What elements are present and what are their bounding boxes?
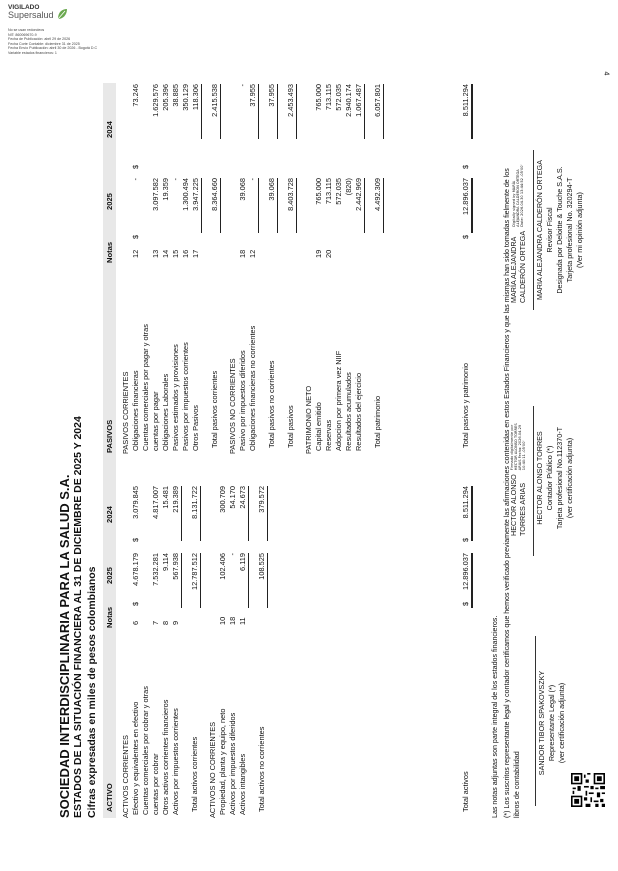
value-2024: 379.572 (257, 486, 268, 541)
value-2024: 8.131.722 (190, 486, 201, 541)
row-note: 8 (161, 620, 170, 625)
table-row (161, 74, 171, 454)
value-2024: 24.673 (238, 486, 249, 541)
row-label: Obligaciones financieras (131, 370, 140, 451)
row-label: Otros activos corrientes financieros (161, 699, 170, 815)
signer-name: HECTOR ALONSO TORRES (535, 431, 544, 525)
signature-legal-rep (537, 628, 567, 818)
table-row (218, 478, 228, 818)
value-2025: 9.114 (161, 553, 170, 571)
header-2024: 2024 (105, 506, 114, 523)
row-note: 12 (131, 249, 140, 258)
metadata-line: Variable estados financieros: 1 (8, 50, 57, 55)
row-label: Total activos (461, 771, 470, 812)
row-label: Pasivos estimados y provisiones (171, 344, 180, 451)
row-label: Total patrimonio (373, 395, 382, 448)
value-2024: 37.955 (248, 84, 259, 139)
currency-symbol: $ (461, 164, 470, 169)
row-label: Cuentas comerciales por cobrar y otras (141, 686, 150, 815)
table-row (257, 478, 267, 818)
metadata-line: Fecha Envío Publicación: abril 30 de 2026 - Bogotá D.C (8, 46, 98, 51)
header-activo: ACTIVO (105, 783, 114, 812)
value-2025: 713.115 (324, 178, 333, 205)
row-label: Obligaciones financieras no corrientes (248, 325, 257, 451)
leaf-icon (56, 8, 68, 20)
value-2025: 567.938 (171, 553, 182, 608)
currency-symbol: $ (131, 164, 140, 169)
table-row (461, 478, 471, 818)
value-2025: 19.359 (161, 178, 170, 201)
value-2025: 102.406 (218, 553, 227, 580)
table-row (190, 478, 200, 818)
row-note: 17 (191, 249, 200, 258)
row-label: Activos intangibles (238, 753, 247, 815)
table-row (304, 74, 314, 454)
signer-note: (Ver mi opinión adjunta) (575, 192, 584, 268)
row-label: Total pasivos corrientes (210, 370, 219, 448)
signature-line-legal (535, 636, 536, 806)
header-2025: 2025 (105, 567, 114, 584)
metadata-line: NIT: 860069670-9 (8, 32, 37, 37)
table-row (131, 478, 141, 818)
table-row (171, 74, 181, 454)
metadata-line: Fecha Corte Contable: diciembre 31 de 2025 (8, 41, 80, 46)
signature-line-auditor (533, 150, 534, 310)
header-pasivos: PASIVOS (105, 419, 114, 453)
signer-card: Tarjeta profesional No.112370-T (555, 426, 564, 530)
value-2024: 38.885 (171, 84, 180, 107)
supersalud-header (8, 4, 97, 56)
table-row (324, 74, 334, 454)
signer-name: SANDOR TIBOR SPAKOVSZKY (537, 670, 546, 776)
table-row (286, 74, 296, 454)
value-2025: 2.442.969 (354, 178, 365, 233)
publication-metadata (8, 28, 97, 56)
value-2024: 2.415.538 (210, 84, 221, 139)
table-row (121, 478, 131, 818)
table-row (344, 74, 354, 454)
digital-signature-stamp: Firmado digitalmente por HECTOR ALONSO TORRES ARIAS Fecha: 2026.04.29 10:40:11 -05'00' (509, 423, 527, 471)
value-2025: - (248, 178, 259, 233)
currency-symbol: $ (461, 234, 470, 239)
currency-symbol: $ (461, 601, 470, 606)
logo-vigilado: VIGILADO (8, 4, 40, 11)
balance-sheet-page (57, 58, 584, 818)
row-note: 20 (324, 249, 333, 258)
currency-symbol: $ (131, 537, 140, 542)
value-2024: 2.453.493 (286, 84, 297, 139)
row-label: Total pasivos no corrientes (267, 360, 276, 448)
digital-signature-stamp: Digitally signed by MARÍA ALEJANDRA CALDERÓN ORTEGA Date: 2026.04.30 13:44:52 -05'00' (511, 164, 525, 227)
value-2024: 118.306 (191, 84, 202, 139)
value-2025: 39.068 (238, 178, 247, 201)
row-label: Reservas (324, 419, 333, 451)
row-label: Cuentas comerciales por pagar y otras (141, 324, 150, 451)
qr-code-icon (571, 773, 605, 807)
signer-role: Revisor Fiscal (545, 207, 554, 253)
table-row (267, 74, 277, 454)
value-2025: 7.532.281 (151, 553, 160, 586)
table-row (228, 74, 238, 454)
row-label: Capital emitido (314, 402, 323, 451)
signer-note: (ver certificación adjunta) (557, 682, 566, 764)
digital-signer-name (509, 474, 527, 536)
row-note: 13 (151, 249, 160, 258)
value-2024: 1.629.576 (151, 84, 160, 117)
value-2025: 8.364.660 (210, 178, 221, 233)
currency-note: Cifras expresadas en miles de pesos colombianos (86, 566, 98, 818)
value-2024: 15.481 (161, 486, 170, 509)
metadata-line: No se usan redondeos (8, 28, 45, 32)
row-note: 7 (151, 620, 160, 625)
value-2025: 4.492.309 (373, 178, 384, 233)
digital-signer-first: HECTOR ALONSO (509, 474, 518, 536)
signature-auditor (535, 120, 585, 340)
row-label: Total activos no corrientes (257, 726, 266, 812)
table-row (248, 74, 258, 454)
row-note: 16 (181, 249, 190, 258)
row-label: Total pasivos (286, 405, 295, 448)
value-2025: 4.678.179 (131, 553, 140, 586)
signature-accountant (535, 383, 575, 573)
row-note: 6 (131, 620, 140, 625)
integral-note: Las notas adjuntas son parte integral de los estados financieros. (491, 615, 499, 818)
table-row (151, 74, 161, 454)
row-note: 18 (228, 616, 237, 625)
value-2024: 350.129 (181, 84, 190, 111)
table-row (141, 74, 151, 454)
value-2024: 713.115 (324, 84, 333, 111)
table-row (141, 478, 151, 818)
row-note: 9 (171, 620, 180, 625)
row-note: 12 (248, 249, 257, 258)
header-notas-right: Notas (105, 241, 114, 263)
digital-signer-name (509, 231, 527, 303)
page-number: 4 (602, 71, 610, 76)
value-2024: 8.511.294 (461, 84, 473, 139)
value-2024: 572.035 (334, 84, 343, 111)
row-label: cuentas por pagar (151, 391, 160, 451)
value-2025: - (171, 178, 180, 181)
digital-signer-last: CALDERÓN ORTEGA (518, 230, 527, 303)
row-label: Total pasivos y patrimonio (461, 362, 470, 448)
value-2024: 300.709 (218, 486, 227, 513)
row-note: 14 (161, 249, 170, 258)
header-2024-right: 2024 (105, 121, 114, 138)
signer-role: Representante Legal (*) (547, 684, 556, 762)
value-2025: - (228, 553, 237, 556)
metadata-line: Fecha de Publicación: abril 29 de 2026 (8, 37, 71, 42)
table-row (208, 478, 218, 818)
value-2025: 765.000 (314, 178, 323, 205)
signer-note: (ver certificación adjunta) (565, 437, 574, 519)
row-note: 11 (238, 617, 247, 625)
row-label: Propiedad, planta y equipo, neto (218, 708, 227, 815)
value-2024: 219.389 (171, 486, 182, 541)
row-label: Total activos corrientes (190, 736, 199, 812)
row-label: PASIVOS CORRIENTES (121, 371, 130, 454)
table-row (210, 74, 220, 454)
value-2024: 8.511.294 (461, 486, 473, 541)
supersalud-logo (8, 4, 97, 20)
header-notas: Notas (105, 606, 114, 628)
signer-card: Tarjeta profesional No. 320294-T (565, 177, 574, 283)
value-2025: 6.119 (238, 553, 249, 608)
row-label: PASIVOS NO CORRIENTES (228, 358, 237, 454)
value-2025: 8.403.728 (286, 178, 297, 233)
currency-symbol: $ (131, 234, 140, 239)
digital-signature-auditor (509, 163, 527, 303)
row-label: Adopcion por primera vez NIIF (334, 350, 343, 451)
signer-firm: Designada por Deloitte & Touche S.A.S. (555, 166, 564, 294)
value-2025: 12.787.512 (190, 553, 201, 608)
table-header (103, 83, 116, 818)
table-row (373, 74, 383, 454)
table-row (151, 478, 161, 818)
value-2025: 12.896.037 (461, 553, 473, 608)
table-row (228, 478, 238, 818)
row-label: Pasivo por impuestos diferidos (238, 350, 247, 451)
table-row (461, 74, 471, 454)
table-row (181, 74, 191, 454)
signer-role: Contador Público (*) (545, 445, 554, 511)
certification-line-1: (*) Los suscritos representante legal y contador certificamos que hemos verificado previamente las afirmaciones contenidas en estos Estados Financieros y que las mismas han sido tomadas fielmente de los (503, 168, 511, 818)
table-row (161, 478, 171, 818)
value-2024: 1.067.487 (354, 84, 365, 139)
row-label: Efectivo y equivalentes en efectivo (131, 701, 140, 815)
row-note: 15 (171, 249, 180, 258)
value-2025: 108.525 (257, 553, 268, 608)
table-row (121, 74, 131, 454)
value-2024: - (238, 84, 247, 87)
row-label: ACTIVOS NO CORRIENTES (208, 721, 217, 818)
value-2025: - (131, 178, 140, 181)
signature-line-accountant (533, 406, 534, 556)
value-2025: 3.947.225 (191, 178, 202, 233)
value-2024: 4.817.007 (151, 486, 160, 519)
value-2024: 3.079.845 (131, 486, 140, 519)
certification-line-2: libros de contabilidad (513, 751, 521, 818)
company-title: SOCIEDAD INTERDISCIPLINARIA PARA LA SALUD S.A. (57, 474, 72, 818)
row-label: ACTIVOS CORRIENTES (121, 735, 130, 818)
table-row (238, 478, 248, 818)
row-label: Obligaciones Laborales (161, 373, 170, 451)
value-2025: (820) (344, 178, 353, 196)
row-label: Activos por impuestos diferidos (228, 712, 237, 815)
row-label: Resultados del ejercicio (354, 372, 363, 451)
statement-title: ESTADOS DE LA SITUACIÓN FINANCIERA AL 31 DE DICIEMBRE DE 2025 Y 2024 (72, 416, 84, 818)
value-2024: 37.955 (267, 84, 278, 139)
value-2024: 2.940.174 (344, 84, 353, 117)
row-label: Otros Pasivos (191, 404, 200, 451)
digital-signature-accountant (509, 412, 527, 536)
row-note: 19 (314, 249, 323, 258)
row-label: PATRIMONIO NETO (304, 385, 313, 454)
value-2025: 39.068 (267, 178, 278, 233)
table-row (131, 74, 141, 454)
value-2025: 12.896.037 (461, 178, 473, 233)
value-2025: 3.097.582 (151, 178, 160, 211)
value-2025: 1.300.494 (181, 178, 190, 211)
value-2024: 54.170 (228, 486, 237, 509)
row-note: 18 (238, 249, 247, 258)
table-row (238, 74, 248, 454)
row-label: Activos por impuestos corrientes (171, 708, 180, 815)
value-2024: 205.396 (161, 84, 170, 111)
table-row (334, 74, 344, 454)
signer-name: MARIA ALEJANDRA CALDERÓN ORTEGA (535, 159, 544, 301)
table-row (191, 74, 201, 454)
table-row (314, 74, 324, 454)
currency-symbol: $ (461, 537, 470, 542)
digital-signer-last: TORRES ARIAS (518, 483, 527, 536)
row-label: Resultados acumulados (344, 372, 353, 451)
digital-signer-first: MARÍA ALEJANDRA (509, 236, 518, 303)
header-2025-right: 2025 (105, 193, 114, 210)
table-row (354, 74, 364, 454)
value-2024: 6.057.801 (373, 84, 384, 139)
currency-symbol: $ (131, 601, 140, 606)
row-label: Pasivos por impuestos corrientes (181, 342, 190, 451)
logo-supersalud: Supersalud (8, 10, 54, 20)
value-2024: 73.246 (131, 84, 140, 107)
row-label: cuentas por cobrar (151, 753, 160, 815)
row-note: 10 (218, 616, 227, 625)
value-2024: 765.000 (314, 84, 323, 111)
table-row (171, 478, 181, 818)
value-2025: 572.035 (334, 178, 343, 205)
